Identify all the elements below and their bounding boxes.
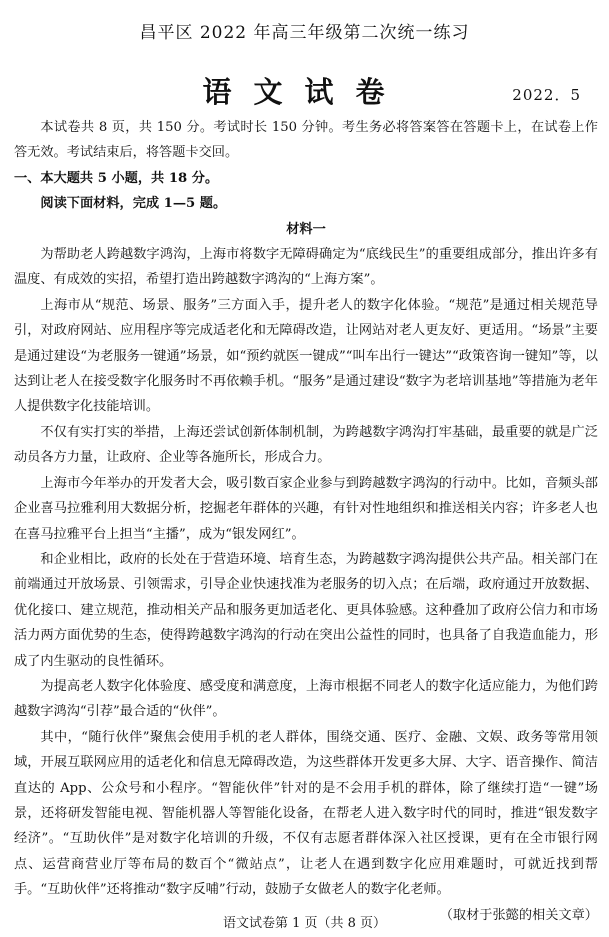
- material-paragraph: 为提高老人数字化体验度、感受度和满意度，上海市根据不同老人的数字化适应能力，为他们跨越数字鸿沟“引荐”最合适的“伙伴”。: [14, 678, 598, 720]
- material-paragraph: 上海市今年举办的开发者大会，吸引数百家企业参与到跨越数字鸿沟的行动中。比如，音频头部企业喜马拉雅利用大数据分析，挖掘老年群体的兴趣，有针对性地组织和推送相关内容；许多老人也在喜马拉雅平台上担当“主播”，成为“银发网红”。: [14, 475, 598, 542]
- material-paragraph: 为帮助老人跨越数字鸿沟，上海市将数字无障碍确定为“底线民生”的重要组成部分，推出许多有温度、有成效的实招，希望打造出跨越数字鸿沟的“上海方案”。: [14, 247, 598, 288]
- exam-name: 昌平区 2022 年高三年级第二次统一练习: [139, 23, 470, 43]
- material-paragraph: 上海市从“规范、场景、服务”三方面入手，提升老人的数字化体验。“规范”是通过相关规范导引，对政府网站、应用程序等完成适老化和无障碍改造，让网站对老人更友好、更适用。“场景”主要是通过建设“为老服务一键通”场景，如“预约就医一键成”“叫车出行一键达”“政策咨询一键知”等，以达到让老人在接受数字化服务时不再依赖手机。“服务”是通过建设“数字为老培训基地”等措施为老年人提供数字化技能培训。: [14, 297, 598, 415]
- material-title: 材料一: [286, 221, 326, 237]
- material-source: （取材于张懿的相关文章）: [439, 907, 598, 923]
- section-instruction: 阅读下面材料，完成 1—5 题。: [40, 196, 227, 212]
- material-paragraph: 其中，“随行伙伴”聚焦会使用手机的老人群体，围绕交通、医疗、金融、文娱、政务等常用领域，开展互联网应用的适老化和信息无障碍改造，为这些群体开发更多大屏、大字、语音操作、简洁直达的 App、公众号和小程序。“智能伙伴”针对的是不会用手机的群体，除了继续打造“一键”场景，还将研发智能电视、智能机器人等智能化设备，在帮老人进入数字时代的同时，推进“银发数字经济”。“互助伙伴”是对数字化培训的升级，不仅有志愿者群体深入社区授课，更有在全市银行网点、运营商营业厅等布局的数百个“微站点”，让老人在遇到数字化应用难题时，可就近找到帮手。“互助伙伴”还将推动“数字反哺”行动，鼓励子女做老人的数字化老师。: [14, 729, 598, 898]
- page-title: 语文试卷: [202, 75, 407, 109]
- material-paragraph: 和企业相比，政府的长处在于营造环境、培育生态，为跨越数字鸿沟提供公共产品。相关部门在前端通过开放场景、引领需求，引导企业快速找准为老服务的切入点；在后端，政府通过开放数据、优化接口、建立规范，推动相关产品和服务更加适老化、更具体验感。这种叠加了政府公信力和市场活力两方面优势的生态，使得跨越数字鸿沟的行动在突出公益性的同时，也具备了自我造血能力，形成了内生驱动的良性循环。: [14, 551, 598, 669]
- section-heading: 一、本大题共 5 小题，共 18 分。: [14, 170, 219, 186]
- material-paragraph: 不仅有实打实的举措，上海还尝试创新体制机制，为跨越数字鸿沟打牢基础，最重要的就是广泛动员各方力量，让政府、企业等各施所长，形成合力。: [14, 424, 598, 466]
- exam-date: 2022．5: [512, 86, 581, 104]
- exam-intro: 本试卷共 8 页，共 150 分。考试时长 150 分钟。考生务必将答案答在答题卡上，在试卷上作答无效。考试结束后，将答题卡交回。: [14, 120, 598, 161]
- page-footer: 语文试卷第 1 页（共 8 页）: [222, 916, 387, 931]
- exam-body: [14, 115, 598, 928]
